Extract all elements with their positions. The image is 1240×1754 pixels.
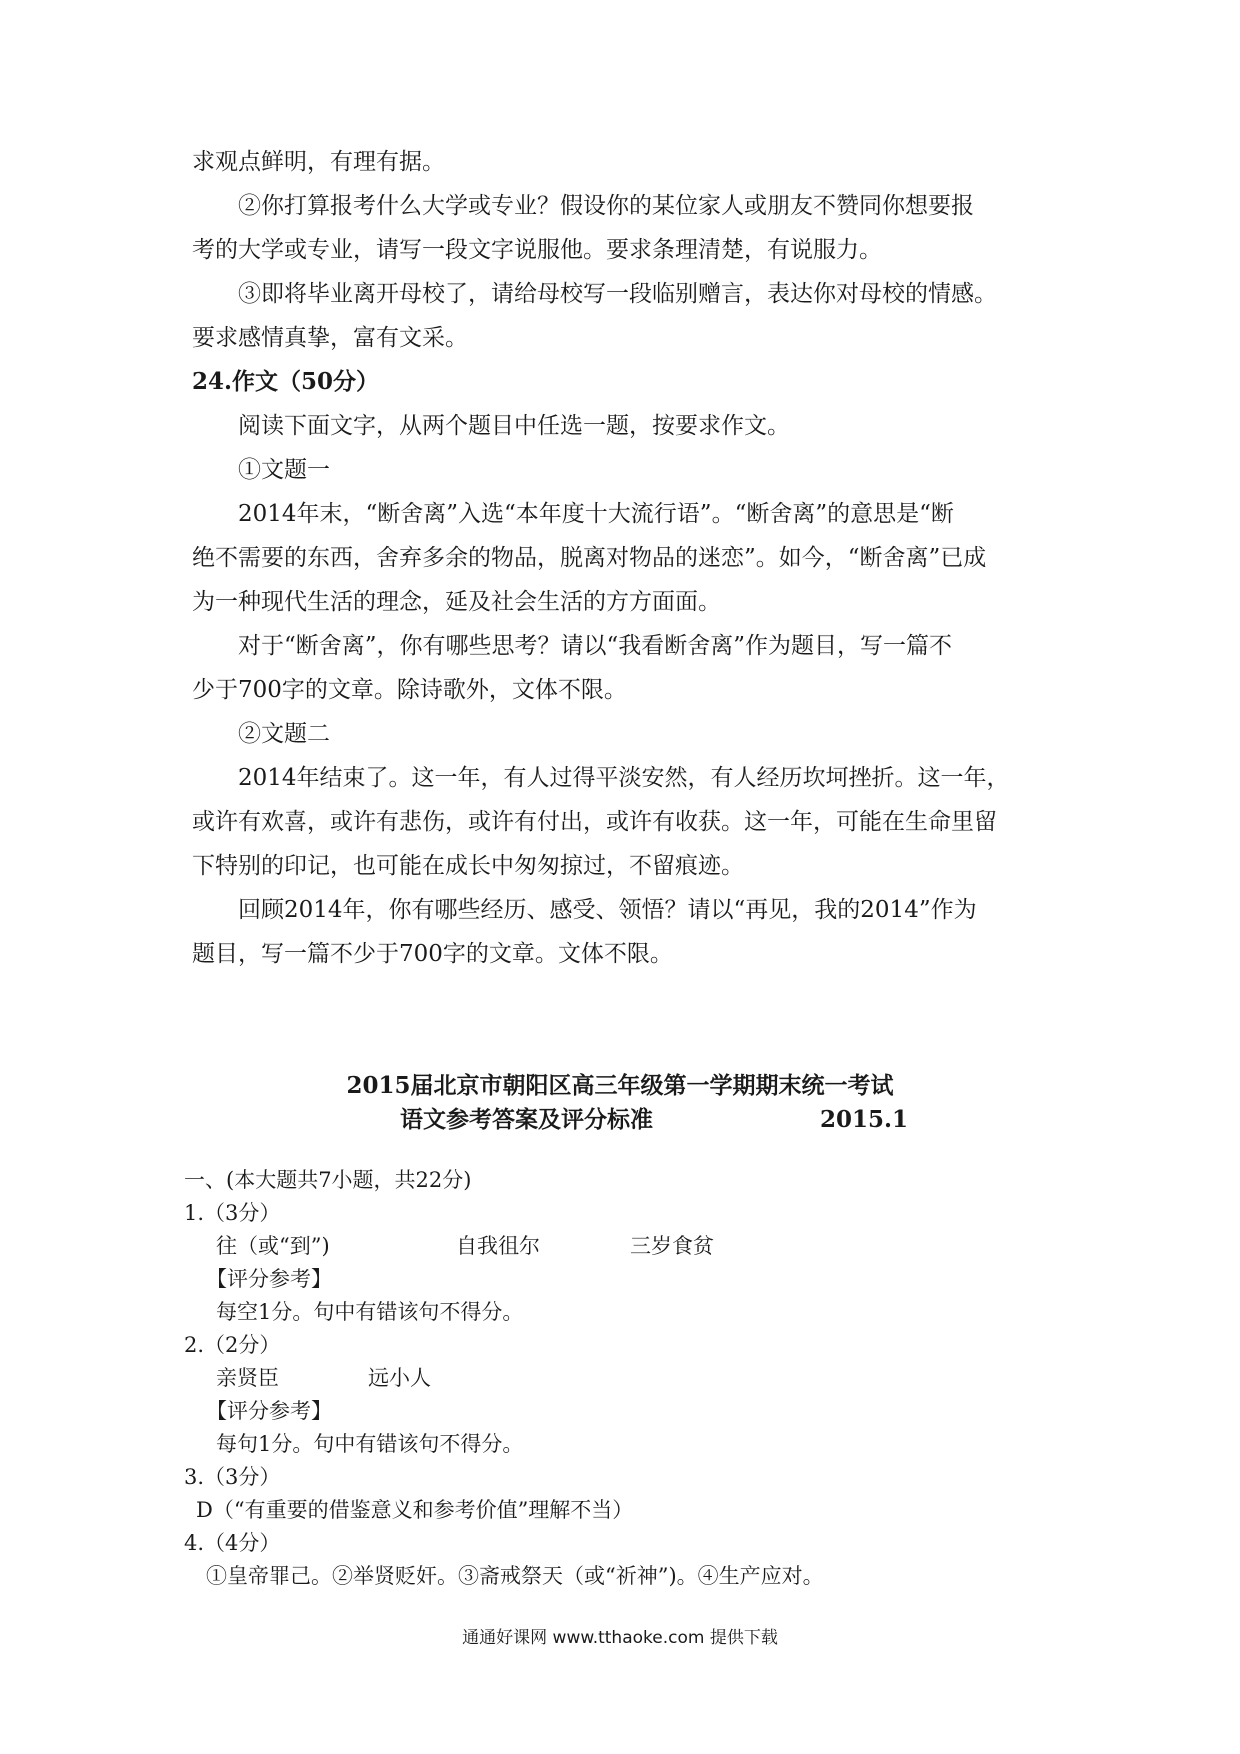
topic2-label: ②文题二 xyxy=(238,721,330,747)
q3-label: 3.（3分） xyxy=(184,1465,281,1489)
q1-ref: 每空1分。句中有错该句不得分。 xyxy=(216,1300,524,1324)
q24-intro: 阅读下面文字，从两个题目中任选一题，按要求作文。 xyxy=(238,413,790,439)
q2-ref-label: 【评分参考】 xyxy=(206,1399,332,1423)
q1-ref-label: 【评分参考】 xyxy=(206,1267,332,1291)
topic1-line: 为一种现代生活的理念，延及社会生活的方方面面。 xyxy=(192,589,721,615)
essay-line: ③即将毕业离开母校了，请给母校写一段临别赠言，表达你对母校的情感。 xyxy=(238,281,997,307)
answer-key-date: 2015.1 xyxy=(820,1106,909,1133)
topic2-line: 2014年结束了。这一年，有人过得平淡安然，有人经历坎坷挫折。这一年， xyxy=(238,765,1010,791)
q2-ref: 每句1分。句中有错该句不得分。 xyxy=(216,1432,524,1456)
q2-answer: 远小人 xyxy=(368,1366,431,1390)
answer-key-title: 2015届北京市朝阳区高三年级第一学期期末统一考试 xyxy=(346,1072,894,1099)
q1-answer: 自我徂尔 xyxy=(456,1234,540,1258)
q3-answer: D（“有重要的借鉴意义和参考价值”理解不当） xyxy=(196,1498,634,1522)
essay-line: 求观点鲜明，有理有据。 xyxy=(192,149,445,175)
topic2-line: 或许有欢喜，或许有悲伤，或许有付出，或许有收获。这一年，可能在生命里留 xyxy=(192,809,997,835)
q2-answer: 亲贤臣 xyxy=(216,1366,279,1390)
q1-answer: 三岁食贫 xyxy=(630,1234,714,1258)
q1-answer: 往（或“到”) xyxy=(216,1234,330,1258)
q4-label: 4.（4分） xyxy=(184,1531,281,1555)
topic1-line: 2014年末，“断舍离”入选“本年度十大流行语”。“断舍离”的意思是“断 xyxy=(238,501,954,527)
q4-answer: ①皇帝罪己。②举贤贬奸。③斋戒祭天（或“祈神”)。④生产应对。 xyxy=(206,1564,824,1588)
topic2-line: 题目，写一篇不少于700字的文章。文体不限。 xyxy=(192,941,673,967)
topic2-line: 回顾2014年，你有哪些经历、感受、领悟？请以“再见，我的2014”作为 xyxy=(238,897,977,923)
topic1-line: 绝不需要的东西，舍弃多余的物品，脱离对物品的迷恋”。如今，“断舍离”已成 xyxy=(192,545,987,571)
section-heading: 一、(本大题共7小题，共22分) xyxy=(184,1168,472,1192)
essay-line: ②你打算报考什么大学或专业？假设你的某位家人或朋友不赞同你想要报 xyxy=(238,193,974,219)
topic1-line: 少于700字的文章。除诗歌外，文体不限。 xyxy=(192,677,627,703)
topic1-line: 对于“断舍离”，你有哪些思考？请以“我看断舍离”作为题目，写一篇不 xyxy=(238,633,953,659)
essay-line: 要求感情真挚，富有文采。 xyxy=(192,325,468,351)
q2-label: 2.（2分） xyxy=(184,1333,281,1357)
answer-key-subtitle: 语文参考答案及评分标准 xyxy=(400,1106,653,1133)
topic2-line: 下特别的印记，也可能在成长中匆匆掠过，不留痕迹。 xyxy=(192,853,744,879)
q24-heading: 24.作文（50分） xyxy=(192,368,380,395)
page-footer: 通通好课网 www.tthaoke.com 提供下载 xyxy=(462,1628,778,1648)
topic1-label: ①文题一 xyxy=(238,457,330,483)
q1-label: 1.（3分） xyxy=(184,1201,281,1225)
essay-line: 考的大学或专业，请写一段文字说服他。要求条理清楚，有说服力。 xyxy=(192,237,882,263)
